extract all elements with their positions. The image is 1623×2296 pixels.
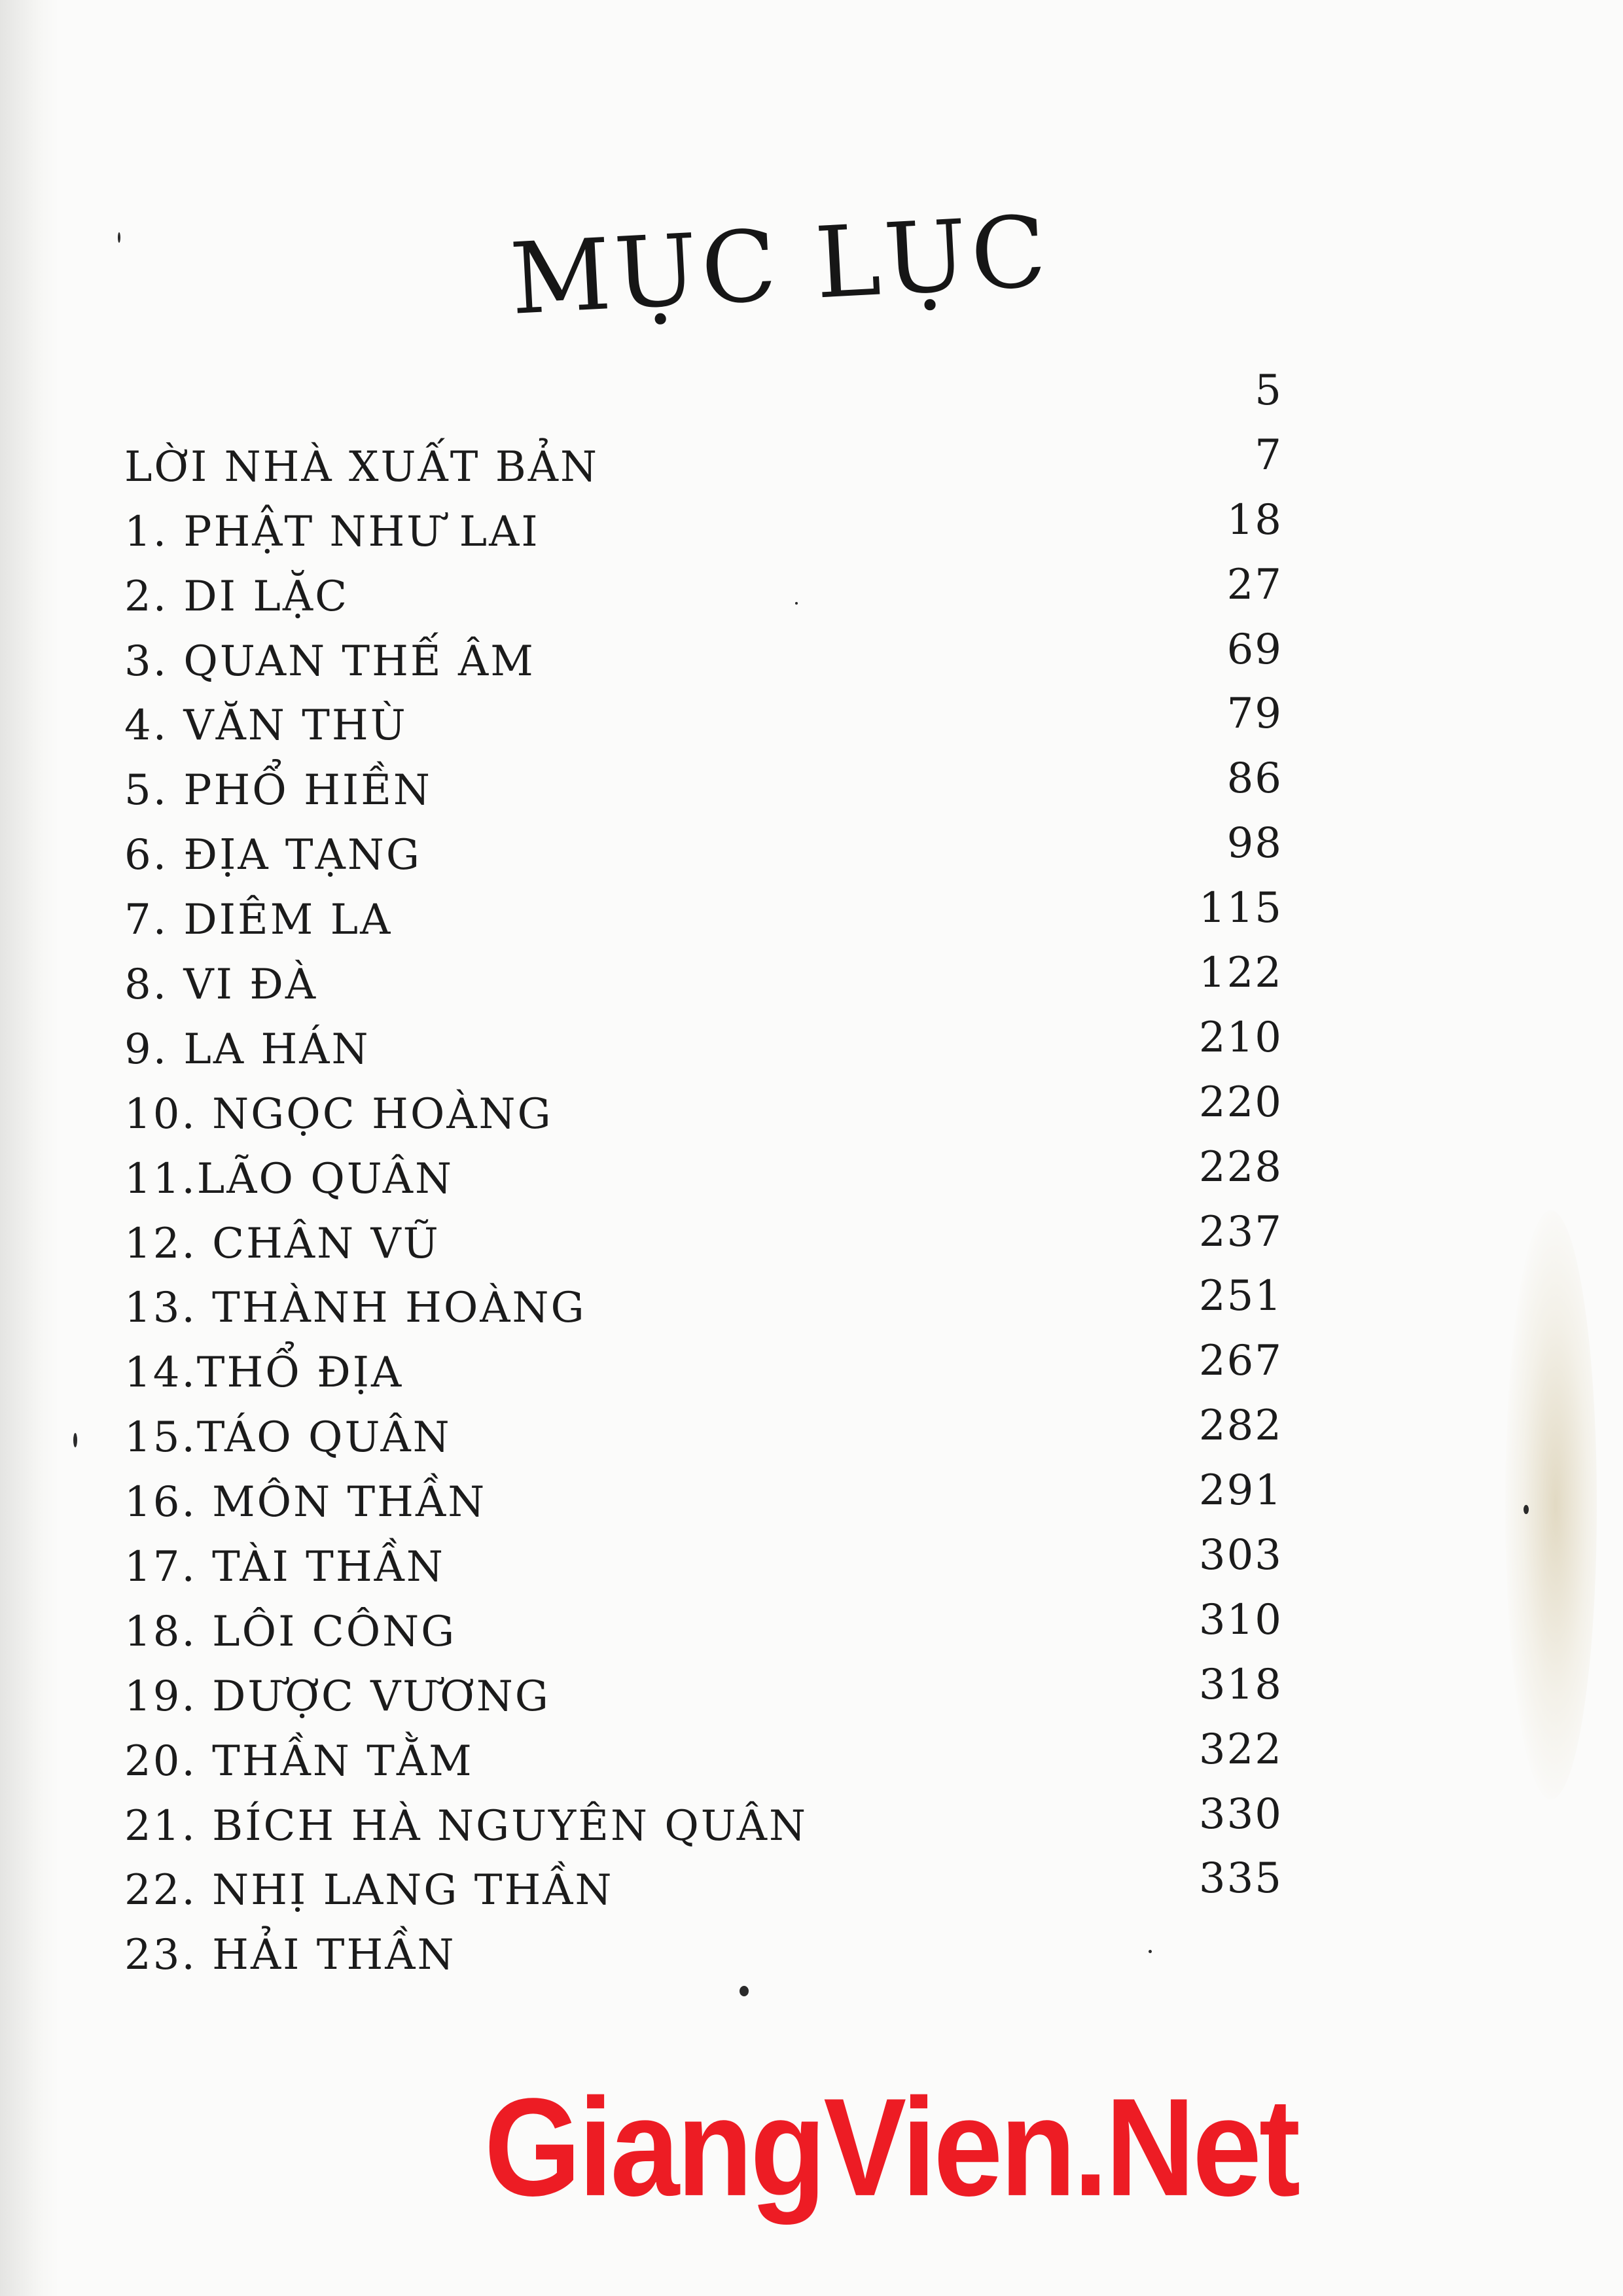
toc-row <box>124 690 1309 754</box>
toc-row <box>124 366 1309 431</box>
toc-row <box>124 1078 1309 1143</box>
toc-page-number: 98 <box>1226 819 1283 868</box>
toc-entry-label: 6. ĐỊA TẠNG <box>124 831 421 880</box>
toc-row <box>124 1531 1309 1596</box>
toc-page-number: 69 <box>1226 625 1283 674</box>
toc-row <box>124 1466 1309 1531</box>
toc-row <box>124 496 1309 561</box>
toc-row <box>124 1337 1309 1402</box>
toc-entry-label: 20. THẦN TẰM <box>124 1737 474 1786</box>
table-of-contents <box>124 366 1309 1984</box>
toc-row <box>124 1208 1309 1273</box>
toc-entry-label: 16. MÔN THẦN <box>124 1478 487 1527</box>
toc-entry-label: 8. VI ĐÀ <box>124 961 318 1010</box>
toc-page-number: 330 <box>1198 1790 1283 1839</box>
toc-entry-label: 11.LÃO QUÂN <box>124 1154 454 1203</box>
toc-entry-label: 5. PHỔ HIỀN <box>124 766 432 815</box>
toc-row <box>124 1854 1309 1919</box>
toc-page-number: 318 <box>1198 1660 1283 1709</box>
toc-entry-label: 18. LÔI CÔNG <box>124 1607 457 1656</box>
toc-page-number: 115 <box>1198 884 1283 933</box>
toc-row <box>124 561 1309 626</box>
toc-entry-label: 1. PHẬT NHƯ LAI <box>124 507 540 556</box>
toc-entry-label: 4. VĂN THÙ <box>124 701 408 751</box>
toc-page-number: 310 <box>1198 1595 1283 1644</box>
toc-row <box>124 884 1309 949</box>
toc-page-number: 237 <box>1198 1207 1283 1256</box>
toc-entry-label: 23. HẢI THẦN <box>124 1931 456 1980</box>
paper-stain <box>1505 1210 1597 1799</box>
toc-page-number: 335 <box>1198 1854 1283 1903</box>
toc-row <box>124 626 1309 690</box>
toc-entry-label: 17. TÀI THẦN <box>124 1543 445 1592</box>
scan-speck <box>118 232 120 243</box>
toc-row <box>124 754 1309 819</box>
toc-page-number: 79 <box>1226 690 1283 739</box>
toc-entry-label: 3. QUAN THẾ ÂM <box>124 637 535 686</box>
toc-page-number: 303 <box>1198 1531 1283 1580</box>
toc-entry-label: 15.TÁO QUÂN <box>124 1413 452 1462</box>
toc-page-number: 322 <box>1198 1725 1283 1774</box>
toc-page-number: 210 <box>1198 1013 1283 1062</box>
toc-entry-label: 7. DIÊM LA <box>124 896 393 945</box>
toc-row <box>124 431 1309 496</box>
toc-row <box>124 819 1309 884</box>
toc-row <box>124 1790 1309 1855</box>
toc-page-number: 251 <box>1198 1272 1283 1321</box>
toc-entry-label: 9. LA HÁN <box>124 1025 370 1074</box>
toc-row <box>124 1402 1309 1466</box>
toc-page-number: 220 <box>1198 1078 1283 1127</box>
toc-entry-label: 14.THỔ ĐỊA <box>124 1349 404 1398</box>
page-title: MỤC LỤC <box>507 194 1053 337</box>
toc-row <box>124 1661 1309 1725</box>
toc-row <box>124 1143 1309 1208</box>
toc-entry-label: LỜI NHÀ XUẤT BẢN <box>124 442 599 491</box>
toc-page-number: 122 <box>1198 949 1283 998</box>
toc-row <box>124 1919 1309 1984</box>
toc-row <box>124 1272 1309 1337</box>
scan-speck <box>73 1433 77 1447</box>
toc-row <box>124 949 1309 1014</box>
toc-entry-label: 21. BÍCH HÀ NGUYÊN QUÂN <box>124 1801 808 1850</box>
toc-entry-label: 2. DI LẶC <box>124 572 349 621</box>
toc-page-number: 27 <box>1226 560 1283 609</box>
toc-entry-label: 10. NGỌC HOÀNG <box>124 1089 553 1139</box>
toc-page-number: 291 <box>1198 1466 1283 1515</box>
toc-page-number: 228 <box>1198 1142 1283 1192</box>
watermark-logo: GiangVien.Net <box>484 2070 1298 2225</box>
toc-page-number: 86 <box>1226 754 1283 804</box>
toc-page-number: 282 <box>1198 1402 1283 1451</box>
page-spine-shadow <box>0 0 59 2296</box>
toc-row <box>124 1014 1309 1078</box>
scan-speck <box>740 1986 749 1996</box>
toc-page-number: 5 <box>1255 366 1283 415</box>
toc-entry-label: 19. DƯỢC VƯƠNG <box>124 1672 550 1721</box>
toc-row <box>124 1725 1309 1790</box>
scan-speck <box>795 602 798 605</box>
toc-entry-label: 12. CHÂN VŨ <box>124 1219 440 1268</box>
toc-page-number: 7 <box>1255 431 1283 480</box>
scan-speck <box>1149 1950 1152 1953</box>
toc-entry-label: 22. NHỊ LANG THẦN <box>124 1866 614 1915</box>
toc-entry-label: 13. THÀNH HOÀNG <box>124 1284 586 1333</box>
scan-speck <box>1524 1505 1529 1514</box>
toc-row <box>124 1596 1309 1661</box>
toc-page-number: 267 <box>1198 1337 1283 1386</box>
toc-page-number: 18 <box>1226 495 1283 544</box>
